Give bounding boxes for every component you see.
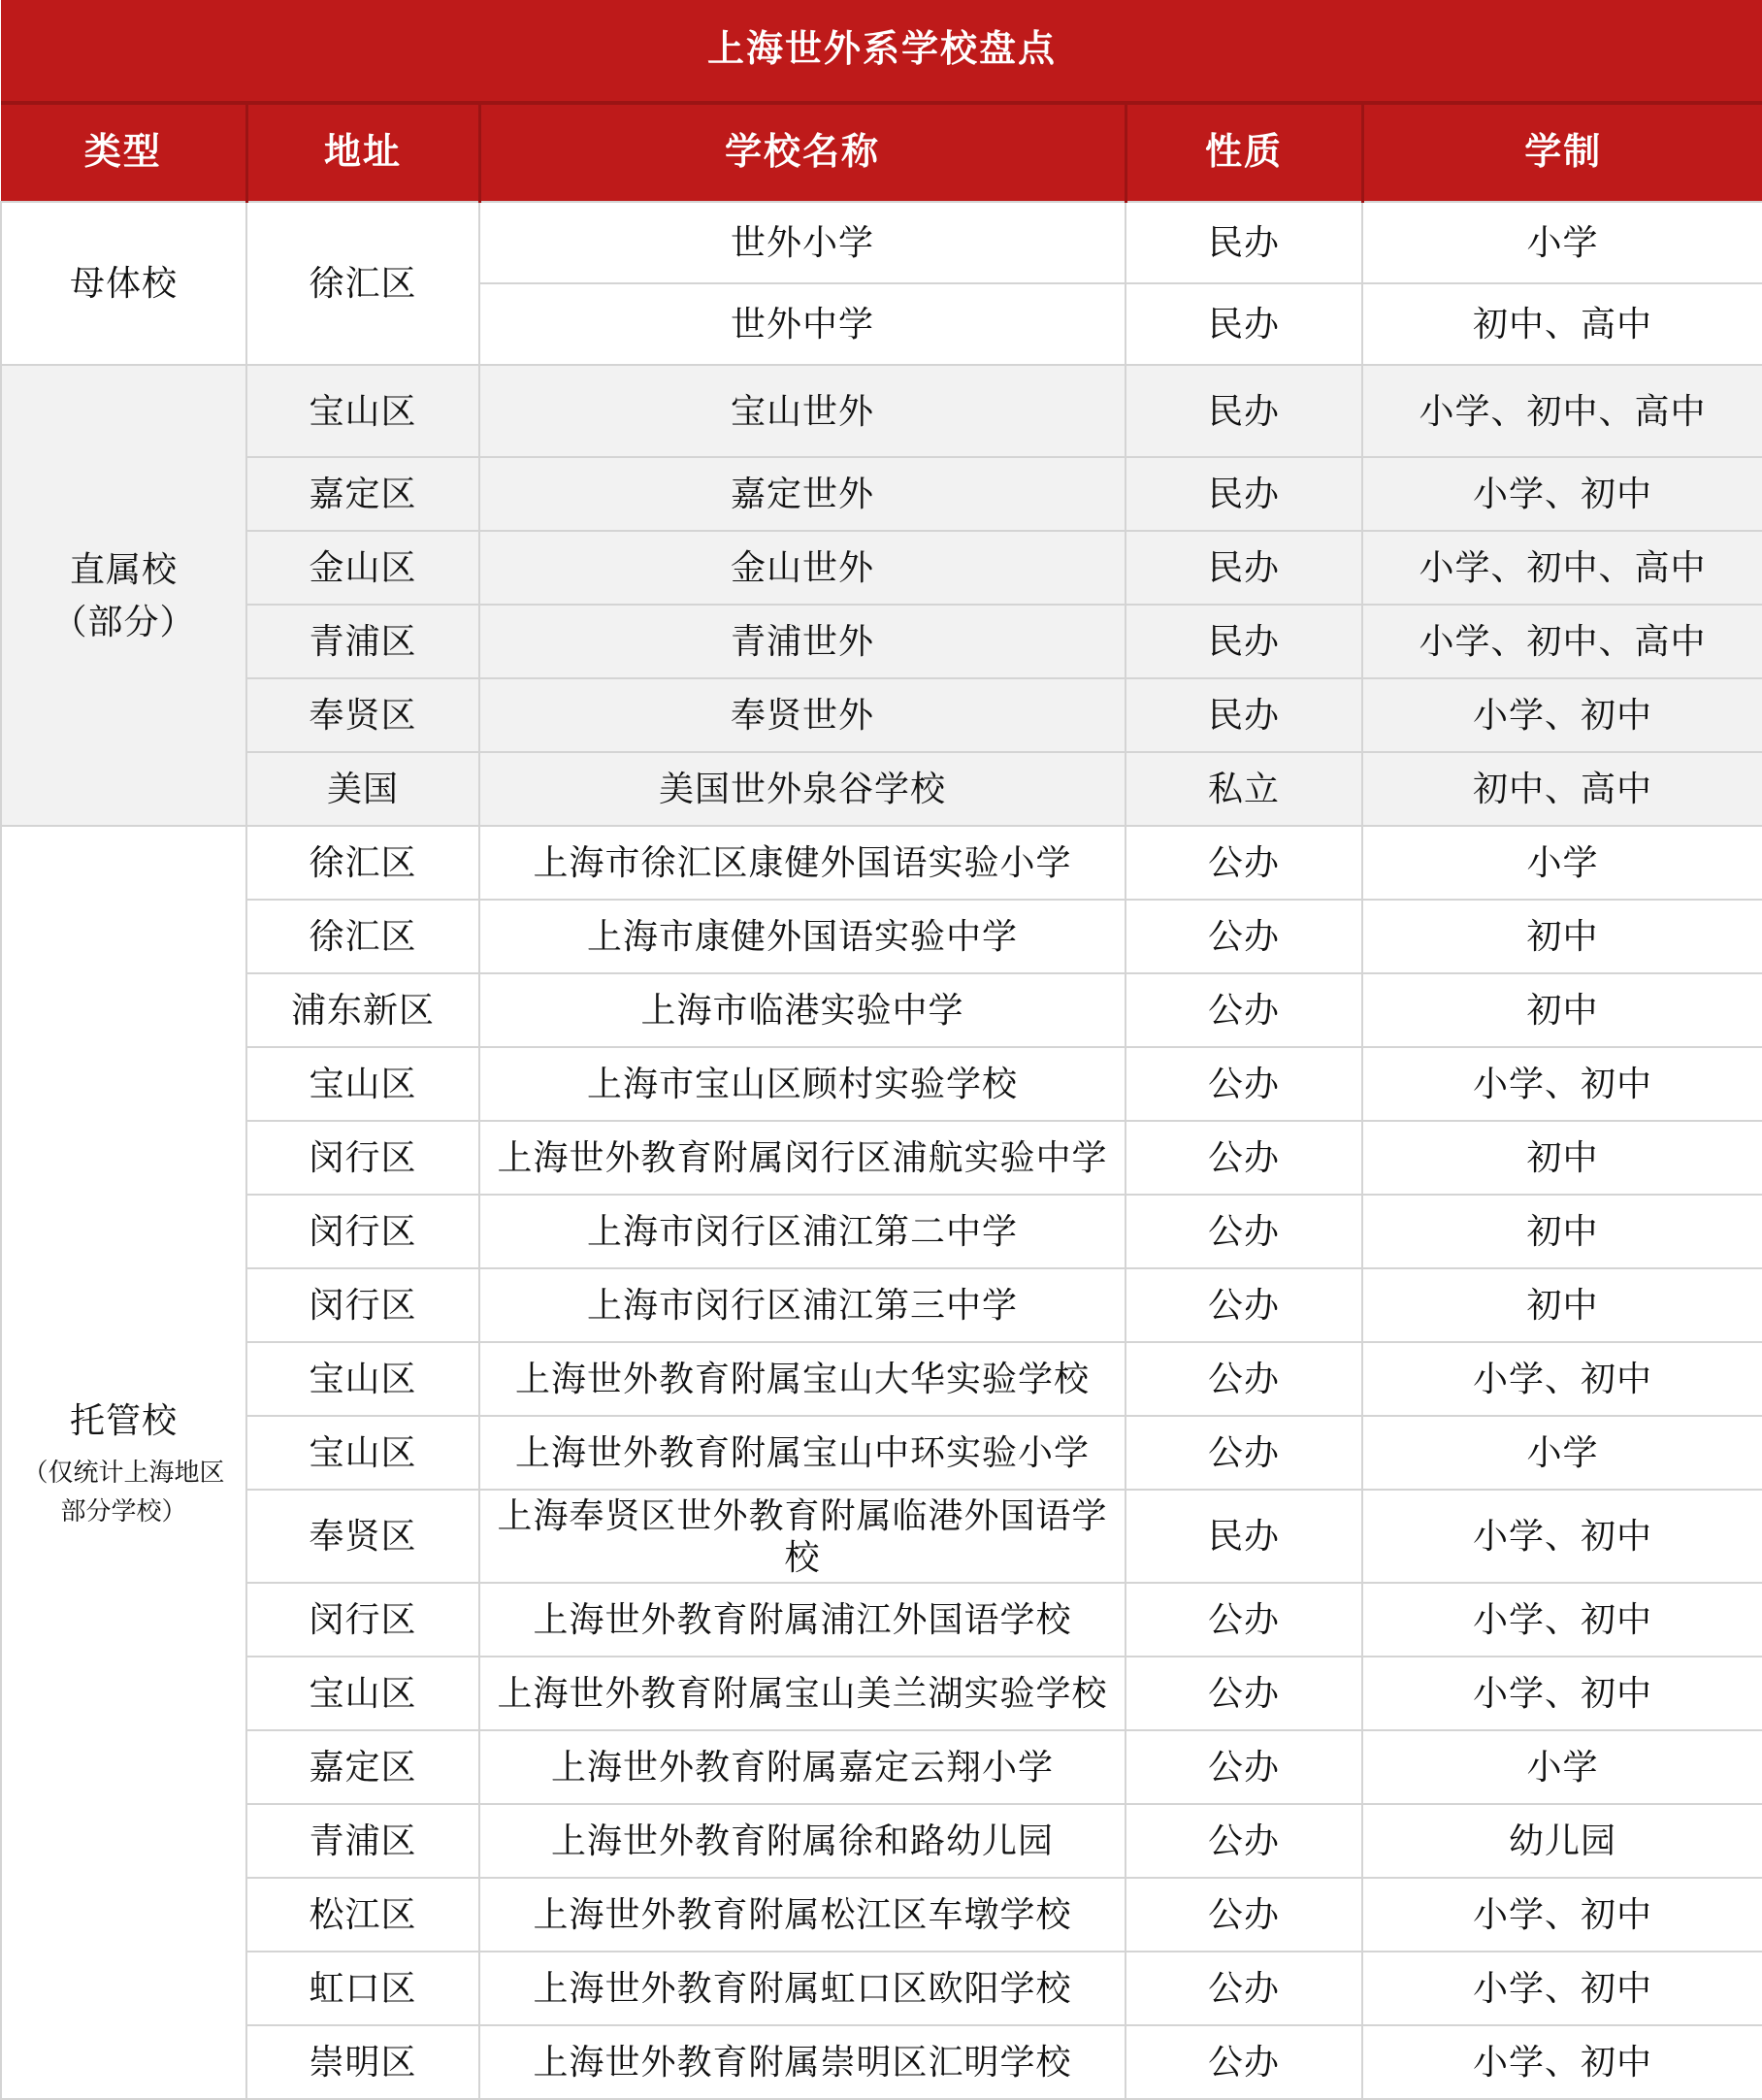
school-cell: 上海市闵行区浦江第三中学 bbox=[479, 1268, 1126, 1342]
school-cell: 上海市临港实验中学 bbox=[479, 973, 1126, 1047]
table-row bbox=[1, 1416, 1762, 1490]
system-cell: 小学、初中 bbox=[1362, 1342, 1762, 1416]
system-cell: 小学、初中 bbox=[1362, 1047, 1762, 1121]
table-row bbox=[1, 531, 1762, 605]
page-title: 上海世外系学校盘点 bbox=[1, 0, 1762, 103]
school-cell: 上海世外教育附属徐和路幼儿园 bbox=[479, 1804, 1126, 1878]
system-cell: 初中、高中 bbox=[1362, 283, 1762, 365]
addr-cell: 宝山区 bbox=[246, 1342, 479, 1416]
addr-cell: 嘉定区 bbox=[246, 457, 479, 531]
group-type-label: 直属校 bbox=[69, 548, 178, 589]
school-cell: 上海世外教育附属浦江外国语学校 bbox=[479, 1583, 1126, 1657]
system-cell: 小学、初中、高中 bbox=[1362, 365, 1762, 457]
table-row bbox=[1, 605, 1762, 678]
type-cell bbox=[1, 365, 246, 826]
nature-cell: 公办 bbox=[1126, 1804, 1362, 1878]
table-row bbox=[1, 1878, 1762, 1952]
nature-cell: 民办 bbox=[1126, 365, 1362, 457]
school-cell: 上海市闵行区浦江第二中学 bbox=[479, 1195, 1126, 1268]
nature-cell: 公办 bbox=[1126, 900, 1362, 973]
system-cell: 小学、初中 bbox=[1362, 1583, 1762, 1657]
table-row bbox=[1, 1268, 1762, 1342]
system-cell: 初中 bbox=[1362, 1121, 1762, 1195]
nature-cell: 私立 bbox=[1126, 752, 1362, 826]
system-cell: 初中 bbox=[1362, 900, 1762, 973]
header-type: 类型 bbox=[1, 103, 246, 202]
nature-cell: 公办 bbox=[1126, 1730, 1362, 1804]
school-cell: 上海世外教育附属嘉定云翔小学 bbox=[479, 1730, 1126, 1804]
addr-cell: 美国 bbox=[246, 752, 479, 826]
system-cell: 初中 bbox=[1362, 1195, 1762, 1268]
table-row bbox=[1, 1583, 1762, 1657]
nature-cell: 民办 bbox=[1126, 531, 1362, 605]
addr-cell: 奉贤区 bbox=[246, 678, 479, 752]
nature-cell: 民办 bbox=[1126, 457, 1362, 531]
addr-cell: 青浦区 bbox=[246, 1804, 479, 1878]
addr-cell: 徐汇区 bbox=[246, 826, 479, 900]
group-type-label: 托管校 bbox=[69, 1399, 178, 1440]
school-cell: 上海世外教育附属闵行区浦航实验中学 bbox=[479, 1121, 1126, 1195]
school-cell: 上海世外教育附属宝山大华实验学校 bbox=[479, 1342, 1126, 1416]
header-address: 地址 bbox=[246, 103, 479, 202]
school-cell: 青浦世外 bbox=[479, 605, 1126, 678]
system-cell: 小学、初中 bbox=[1362, 457, 1762, 531]
system-cell: 小学、初中 bbox=[1362, 1490, 1762, 1583]
school-cell: 嘉定世外 bbox=[479, 457, 1126, 531]
table-row bbox=[1, 678, 1762, 752]
school-cell: 上海世外教育附属虹口区欧阳学校 bbox=[479, 1952, 1126, 2025]
nature-cell: 公办 bbox=[1126, 1583, 1362, 1657]
system-cell: 小学、初中 bbox=[1362, 1657, 1762, 1730]
addr-cell: 宝山区 bbox=[246, 365, 479, 457]
system-cell: 小学、初中 bbox=[1362, 678, 1762, 752]
addr-cell: 闵行区 bbox=[246, 1268, 479, 1342]
school-cell: 世外中学 bbox=[479, 283, 1126, 365]
table-row bbox=[1, 1804, 1762, 1878]
addr-cell: 宝山区 bbox=[246, 1047, 479, 1121]
header-nature: 性质 bbox=[1126, 103, 1362, 202]
system-cell: 幼儿园 bbox=[1362, 1804, 1762, 1878]
table-row bbox=[1, 2025, 1762, 2099]
school-cell: 金山世外 bbox=[479, 531, 1126, 605]
title-row bbox=[1, 0, 1762, 103]
nature-cell: 公办 bbox=[1126, 1952, 1362, 2025]
school-cell: 上海奉贤区世外教育附属临港外国语学校 bbox=[479, 1490, 1126, 1583]
system-cell: 小学、初中 bbox=[1362, 2025, 1762, 2099]
addr-cell: 奉贤区 bbox=[246, 1490, 479, 1583]
school-cell: 奉贤世外 bbox=[479, 678, 1126, 752]
system-cell: 小学 bbox=[1362, 1730, 1762, 1804]
table-row bbox=[1, 202, 1762, 283]
addr-cell: 闵行区 bbox=[246, 1121, 479, 1195]
table-row bbox=[1, 1952, 1762, 2025]
system-cell: 小学 bbox=[1362, 1416, 1762, 1490]
group-type-note: （仅统计上海地区部分学校） bbox=[22, 1457, 225, 1526]
addr-cell: 宝山区 bbox=[246, 1416, 479, 1490]
nature-cell: 民办 bbox=[1126, 1490, 1362, 1583]
nature-cell: 公办 bbox=[1126, 1342, 1362, 1416]
addr-cell: 闵行区 bbox=[246, 1195, 479, 1268]
nature-cell: 民办 bbox=[1126, 202, 1362, 283]
system-cell: 初中 bbox=[1362, 973, 1762, 1047]
system-cell: 初中、高中 bbox=[1362, 752, 1762, 826]
header-system: 学制 bbox=[1362, 103, 1762, 202]
table-row bbox=[1, 1047, 1762, 1121]
nature-cell: 公办 bbox=[1126, 826, 1362, 900]
table-row bbox=[1, 1195, 1762, 1268]
school-cell: 上海市宝山区顾村实验学校 bbox=[479, 1047, 1126, 1121]
addr-cell: 虹口区 bbox=[246, 1952, 479, 2025]
school-cell: 上海世外教育附属松江区车墩学校 bbox=[479, 1878, 1126, 1952]
system-cell: 小学 bbox=[1362, 826, 1762, 900]
nature-cell: 公办 bbox=[1126, 1657, 1362, 1730]
school-cell: 美国世外泉谷学校 bbox=[479, 752, 1126, 826]
school-cell: 上海世外教育附属崇明区汇明学校 bbox=[479, 2025, 1126, 2099]
addr-cell: 闵行区 bbox=[246, 1583, 479, 1657]
nature-cell: 公办 bbox=[1126, 1878, 1362, 1952]
system-cell: 小学、初中、高中 bbox=[1362, 531, 1762, 605]
table-row bbox=[1, 365, 1762, 457]
nature-cell: 民办 bbox=[1126, 283, 1362, 365]
nature-cell: 公办 bbox=[1126, 1268, 1362, 1342]
addr-cell: 徐汇区 bbox=[246, 900, 479, 973]
system-cell: 小学、初中、高中 bbox=[1362, 605, 1762, 678]
header-row bbox=[1, 103, 1762, 202]
addr-cell: 松江区 bbox=[246, 1878, 479, 1952]
system-cell: 小学、初中 bbox=[1362, 1878, 1762, 1952]
group-type-note: （部分） bbox=[51, 601, 196, 641]
system-cell: 小学 bbox=[1362, 202, 1762, 283]
school-cell: 世外小学 bbox=[479, 202, 1126, 283]
nature-cell: 公办 bbox=[1126, 1121, 1362, 1195]
addr-cell: 嘉定区 bbox=[246, 1730, 479, 1804]
nature-cell: 公办 bbox=[1126, 1195, 1362, 1268]
addr-cell: 崇明区 bbox=[246, 2025, 479, 2099]
table-row bbox=[1, 1730, 1762, 1804]
table-row bbox=[1, 826, 1762, 900]
nature-cell: 民办 bbox=[1126, 605, 1362, 678]
school-cell: 上海市徐汇区康健外国语实验小学 bbox=[479, 826, 1126, 900]
table-row bbox=[1, 457, 1762, 531]
table-row bbox=[1, 900, 1762, 973]
type-cell bbox=[1, 202, 246, 365]
addr-cell: 金山区 bbox=[246, 531, 479, 605]
system-cell: 小学、初中 bbox=[1362, 1952, 1762, 2025]
school-cell: 上海世外教育附属宝山美兰湖实验学校 bbox=[479, 1657, 1126, 1730]
type-cell bbox=[1, 826, 246, 2099]
system-cell: 初中 bbox=[1362, 1268, 1762, 1342]
nature-cell: 公办 bbox=[1126, 1416, 1362, 1490]
school-cell: 上海市康健外国语实验中学 bbox=[479, 900, 1126, 973]
school-cell: 宝山世外 bbox=[479, 365, 1126, 457]
table-row bbox=[1, 1342, 1762, 1416]
addr-cell: 浦东新区 bbox=[246, 973, 479, 1047]
group-type-label: 母体校 bbox=[69, 263, 178, 303]
nature-cell: 公办 bbox=[1126, 2025, 1362, 2099]
nature-cell: 公办 bbox=[1126, 1047, 1362, 1121]
school-cell: 上海世外教育附属宝山中环实验小学 bbox=[479, 1416, 1126, 1490]
addr-cell: 宝山区 bbox=[246, 1657, 479, 1730]
table-row bbox=[1, 973, 1762, 1047]
nature-cell: 民办 bbox=[1126, 678, 1362, 752]
table-row bbox=[1, 1657, 1762, 1730]
table-row bbox=[1, 1490, 1762, 1583]
addr-cell: 徐汇区 bbox=[246, 202, 479, 365]
table-row bbox=[1, 1121, 1762, 1195]
nature-cell: 公办 bbox=[1126, 973, 1362, 1047]
addr-cell: 青浦区 bbox=[246, 605, 479, 678]
header-school-name: 学校名称 bbox=[479, 103, 1126, 202]
table-row bbox=[1, 752, 1762, 826]
